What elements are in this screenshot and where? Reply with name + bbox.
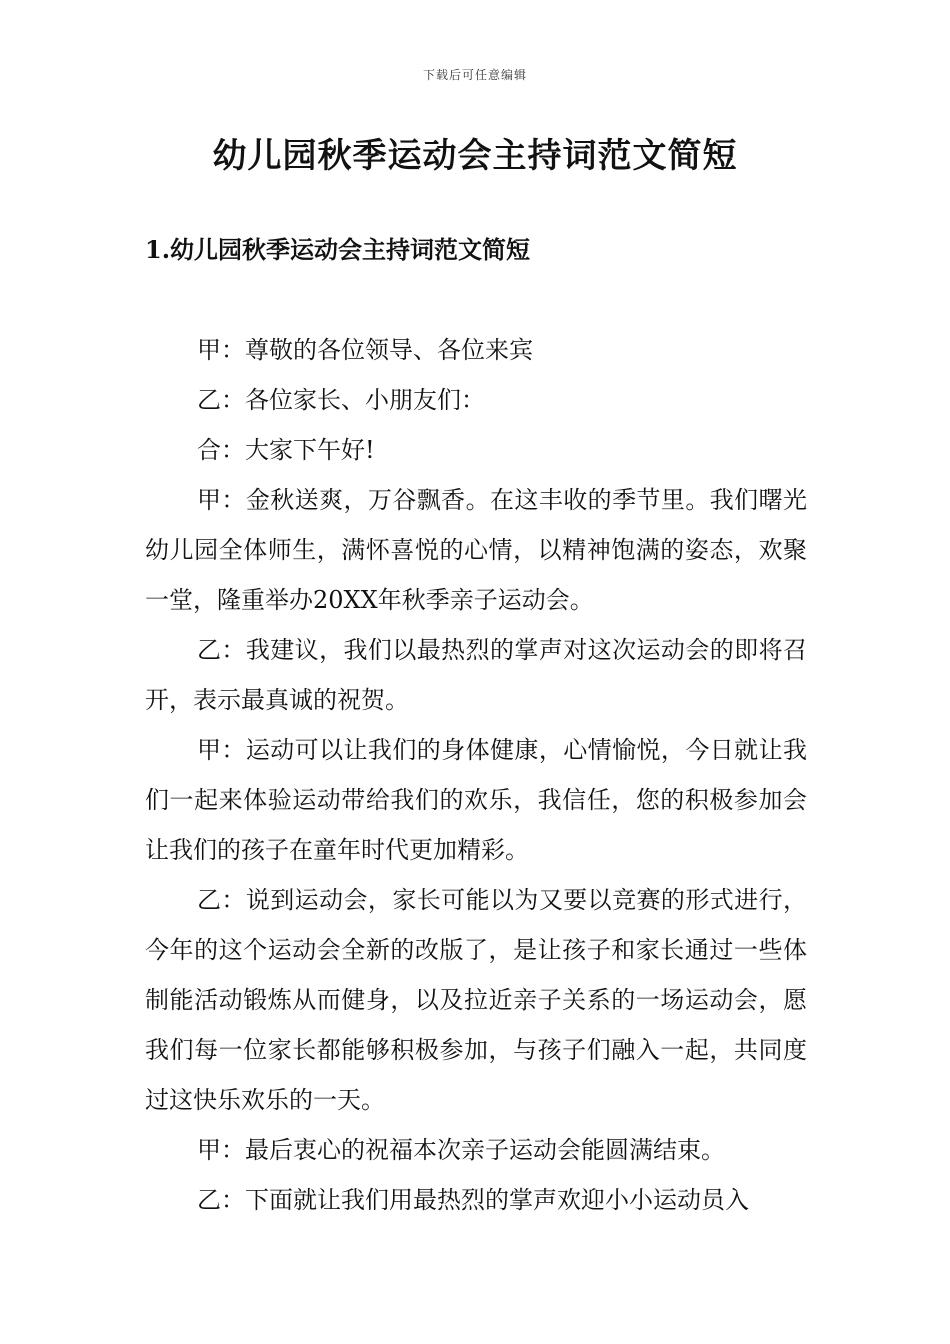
body-text (145, 325, 807, 1225)
header-note: 下载后可任意编辑 (422, 68, 527, 82)
paragraph: 乙：说到运动会，家长可能以为又要以竞赛的形式进行，今年的这个运动会全新的改版了，是让孩子和家长通过一些体制能活动锻炼从而健身，以及拉近亲子关系的一场运动会，愿我们每一位家长都能够积极参加，与孩子们融入一起，共同度过这快乐欢乐的一天。 (145, 886, 807, 1114)
paragraph: 乙：我建议，我们以最热烈的掌声对这次运动会的即将召开，表示最真诚的祝贺。 (145, 636, 807, 714)
paragraph: 合：大家下午好! (197, 436, 375, 464)
paragraph: 甲：运动可以让我们的身体健康，心情愉悦，今日就让我们一起来体验运动带给我们的欢乐，我信任，您的积极参加会让我们的孩子在童年时代更加精彩。 (145, 736, 807, 864)
document-title: 幼儿园秋季运动会主持词范文简短 (212, 136, 738, 176)
section-heading: 1.幼儿园秋季运动会主持词范文简短 (145, 235, 531, 264)
paragraph: 甲：最后衷心的祝福本次亲子运动会能圆满结束。 (197, 1136, 725, 1164)
paragraph: 甲：金秋送爽，万谷飘香。在这丰收的季节里。我们曙光幼儿园全体师生，满怀喜悦的心情，以精神饱满的姿态，欢聚一堂，隆重举办20XX年秋季亲子运动会。 (145, 486, 807, 614)
paragraph: 甲：尊敬的各位领导、各位来宾 (197, 336, 533, 364)
paragraph: 乙：下面就让我们用最热烈的掌声欢迎小小运动员入 (197, 1186, 749, 1214)
paragraph: 乙：各位家长、小朋友们： (197, 386, 485, 414)
